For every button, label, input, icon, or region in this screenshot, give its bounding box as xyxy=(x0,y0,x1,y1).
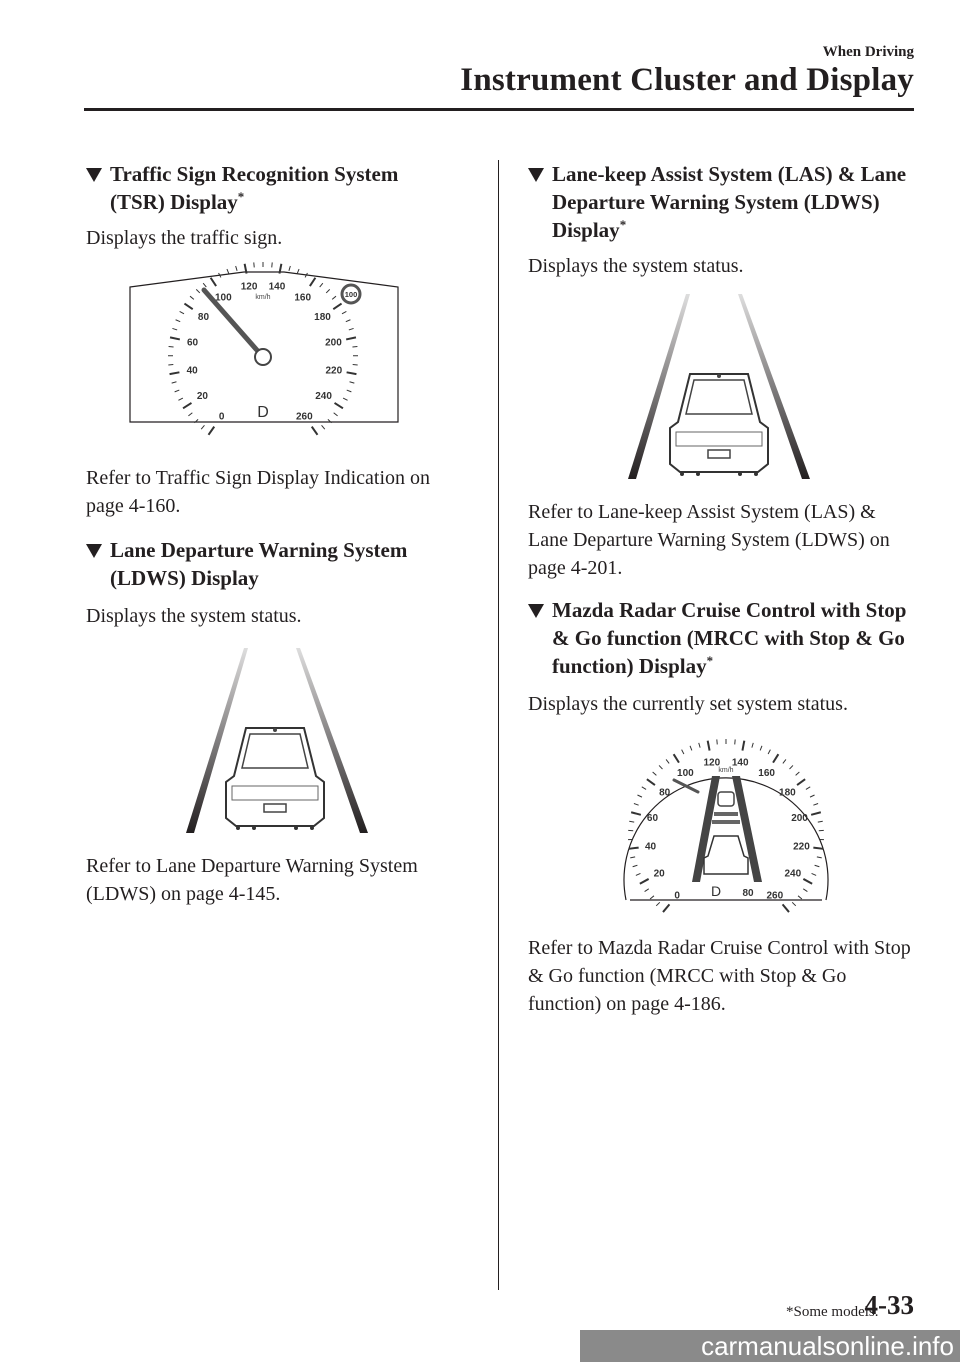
gauge-tick xyxy=(792,902,796,906)
tsr-intro: Displays the traffic sign. xyxy=(86,227,283,249)
gauge-tick xyxy=(699,743,700,748)
gauge-tick xyxy=(666,759,669,763)
gauge-tick-label: 120 xyxy=(240,281,258,293)
ldws-heading-text: Lane Departure Warning System (LDWS) Display xyxy=(110,538,408,590)
gauge-tick xyxy=(690,746,692,751)
gauge-tick xyxy=(742,741,744,751)
gauge-tick xyxy=(656,902,660,906)
page-title: Instrument Cluster and Display xyxy=(460,62,914,98)
right-column xyxy=(528,160,913,1018)
distance-bar xyxy=(714,812,738,816)
gauge-tick-label: 140 xyxy=(731,757,749,769)
gauge-tick xyxy=(322,425,325,429)
gauge-tick-label: 100 xyxy=(677,768,694,780)
gauge-tick xyxy=(752,743,753,748)
gauge-tick-label: 140 xyxy=(268,281,286,293)
las-lane-figure xyxy=(620,294,820,484)
gauge-tick xyxy=(790,765,793,769)
gauge-tick-label: 240 xyxy=(784,868,802,880)
gauge-tick xyxy=(227,269,229,274)
gauge-tick xyxy=(708,741,710,751)
gauge-tick xyxy=(631,812,641,815)
gauge-tick xyxy=(768,750,770,754)
gauge-tick xyxy=(760,746,762,751)
lead-vehicle-icon xyxy=(718,792,734,806)
gauge-tick-label: 220 xyxy=(325,365,343,377)
triangle-bullet-icon xyxy=(86,168,102,182)
gauge-tick xyxy=(642,787,646,790)
gauge-tick xyxy=(818,821,823,822)
gauge-tick xyxy=(647,779,655,785)
footnote: *Some models. xyxy=(786,1304,879,1320)
gauge-hub xyxy=(255,349,271,365)
gauge-tick xyxy=(236,266,237,271)
gauge-tick-label: 100 xyxy=(214,292,232,304)
gauge-tick xyxy=(169,346,174,347)
ldws-lane-figure xyxy=(176,648,376,838)
gauge-tick-label: 120 xyxy=(703,757,721,769)
car-rear-icon xyxy=(226,728,324,830)
gauge-tick-label: 20 xyxy=(653,868,665,880)
gauge-tick xyxy=(629,848,639,849)
tsr-heading xyxy=(86,160,471,216)
gauge-tick-label: 260 xyxy=(295,411,313,423)
gauge-tick-label: 80 xyxy=(659,787,671,799)
tsr-reference: Refer to Traffic Sign Display Indication on page 4-160. xyxy=(86,467,431,517)
triangle-bullet-icon xyxy=(528,604,544,618)
gauge-tick-label: 160 xyxy=(758,768,775,780)
gauge-tick xyxy=(796,772,800,775)
mrcc-intro: Displays the currently set system status. xyxy=(528,693,848,715)
gear-indicator: D xyxy=(710,883,722,899)
gauge-tick-label: 40 xyxy=(186,365,198,377)
page-number: 4-33 xyxy=(864,1290,914,1320)
gauge-unit-label: km/h xyxy=(718,767,734,774)
tsr-speedometer-figure xyxy=(124,262,404,452)
gauge-tick xyxy=(674,754,679,762)
ldws-reference: Refer to Lane Departure Warning System (LDWS) on page 4-145. xyxy=(86,855,418,905)
mrcc-heading-text: Mazda Radar Cruise Control with Stop & Go function (MRCC with Stop & Go function) Display xyxy=(552,598,907,678)
gauge-tick xyxy=(659,765,662,769)
some-models-mark: * xyxy=(237,189,245,204)
gear-indicator: D xyxy=(257,404,269,421)
gauge-tick-label: 180 xyxy=(314,311,331,323)
las-heading-text: Lane-keep Assist System (LAS) & Lane Departure Warning System (LDWS) Display xyxy=(552,162,907,242)
gauge-tick-label: 0 xyxy=(218,411,225,423)
left-column xyxy=(86,160,471,908)
gauge-tick-label: 80 xyxy=(197,311,210,323)
las-reference: Refer to Lane-keep Assist System (LAS) & Lane Departure Warning System (LDWS) on page 4-201. xyxy=(528,501,890,579)
set-speed-value: 80 xyxy=(742,888,754,899)
gauge-tick xyxy=(297,269,299,274)
gauge-tick xyxy=(797,779,805,785)
las-intro: Displays the system status. xyxy=(528,255,744,277)
gauge-tick xyxy=(352,346,357,347)
header-rule xyxy=(84,108,914,111)
watermark: carmanualsonline.info xyxy=(580,1330,960,1362)
gauge-tick xyxy=(813,848,823,849)
gauge-unit-label: km/h xyxy=(255,294,271,301)
ldws-intro: Displays the system status. xyxy=(86,605,302,627)
some-models-mark: * xyxy=(706,653,714,668)
las-heading xyxy=(528,160,913,244)
column-divider xyxy=(498,160,499,1290)
car-rear-icon xyxy=(670,374,768,476)
gauge-tick xyxy=(201,425,204,429)
gauge-tick-label: 60 xyxy=(646,813,659,825)
gauge-tick xyxy=(637,795,642,797)
mrcc-heading xyxy=(528,596,913,680)
triangle-bullet-icon xyxy=(528,168,544,182)
gauge-tick-label: 20 xyxy=(196,391,208,403)
gauge-tick xyxy=(629,821,634,822)
gauge-tick-label: 40 xyxy=(644,841,657,853)
gauge-tick xyxy=(813,803,818,805)
gauge-tick xyxy=(783,904,789,912)
gauge-tick xyxy=(682,750,684,754)
gauge-tick-label: 60 xyxy=(186,337,199,349)
gauge-tick xyxy=(783,759,786,763)
gauge-tick xyxy=(811,812,821,815)
gauge-tick xyxy=(209,427,215,435)
triangle-bullet-icon xyxy=(86,544,102,558)
gauge-tick xyxy=(810,795,815,797)
gauge-tick xyxy=(773,754,778,762)
distance-bar xyxy=(712,820,740,824)
tsr-heading-text: Traffic Sign Recognition System (TSR) Display xyxy=(110,162,399,214)
gauge-tick xyxy=(289,266,290,271)
gauge-tick-label: 200 xyxy=(791,813,808,825)
speed-limit-sign-value: 100 xyxy=(344,290,358,299)
ldws-heading xyxy=(86,536,471,592)
some-models-mark: * xyxy=(619,217,627,232)
mrcc-reference: Refer to Mazda Radar Cruise Control with Stop & Go function (MRCC with Stop & Go function) on page 4-186. xyxy=(528,937,911,1015)
gauge-tick xyxy=(663,904,669,912)
gauge-tick-label: 200 xyxy=(325,337,342,349)
gauge-tick-label: 220 xyxy=(793,841,810,853)
gauge-tick xyxy=(806,787,810,790)
gauge-tick xyxy=(634,803,639,805)
section-kicker: When Driving xyxy=(822,44,914,60)
gauge-tick-label: 0 xyxy=(674,890,680,902)
gauge-tick-label: 160 xyxy=(294,292,312,304)
gauge-tick-label: 260 xyxy=(766,890,784,902)
gauge-tick-label: 240 xyxy=(315,391,332,403)
gauge-tick xyxy=(653,772,657,775)
mrcc-speedometer-figure xyxy=(616,732,836,922)
gauge-tick-label: 180 xyxy=(779,787,796,799)
gauge-tick xyxy=(312,427,318,435)
